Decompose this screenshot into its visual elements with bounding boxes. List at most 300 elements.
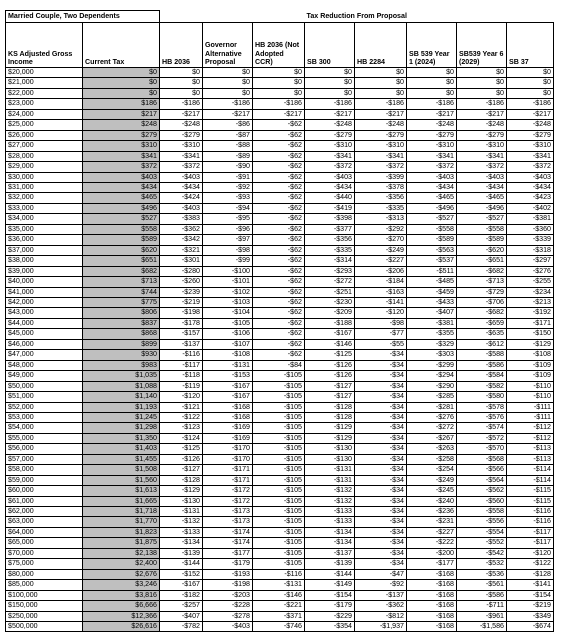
table-row <box>6 277 554 287</box>
current-tax-cell: $1,245 <box>83 412 160 422</box>
reduction-cell: -$341 <box>355 151 407 161</box>
reduction-cell: -$403 <box>160 203 203 213</box>
reduction-cell: -$152 <box>160 569 203 579</box>
reduction-cell: -$129 <box>305 433 355 443</box>
table-row <box>6 601 554 611</box>
current-tax-cell: $465 <box>83 193 160 203</box>
table-row <box>6 141 554 151</box>
reduction-cell: $0 <box>355 78 407 88</box>
reduction-cell: $0 <box>407 68 457 78</box>
income-cell: $26,000 <box>6 130 83 140</box>
income-cell: $27,000 <box>6 141 83 151</box>
reduction-cell: -$168 <box>407 611 457 621</box>
reduction-cell: -$580 <box>457 392 507 402</box>
reduction-cell: -$129 <box>507 339 554 349</box>
reduction-cell: -$150 <box>507 329 554 339</box>
reduction-cell: -$34 <box>355 486 407 496</box>
income-cell: $36,000 <box>6 235 83 245</box>
reduction-cell: -$34 <box>355 392 407 402</box>
table-row <box>6 99 554 109</box>
income-cell: $42,000 <box>6 297 83 307</box>
reduction-cell: -$303 <box>407 350 457 360</box>
reduction-cell: -$310 <box>507 141 554 151</box>
table-row <box>6 329 554 339</box>
group-header: Tax Reduction From Proposal <box>160 11 554 23</box>
table-row <box>6 297 554 307</box>
reduction-cell: -$122 <box>507 559 554 569</box>
reduction-cell: -$125 <box>305 350 355 360</box>
table-row <box>6 224 554 234</box>
income-cell: $60,000 <box>6 486 83 496</box>
reduction-cell: -$360 <box>507 224 554 234</box>
reduction-cell: -$171 <box>203 465 253 475</box>
reduction-cell: -$62 <box>253 120 305 130</box>
reduction-cell: -$558 <box>457 507 507 517</box>
reduction-cell: -$568 <box>457 454 507 464</box>
reduction-cell: -$403 <box>305 172 355 182</box>
reduction-cell: -$586 <box>457 590 507 600</box>
reduction-cell: -$120 <box>507 548 554 558</box>
current-tax-cell: $248 <box>83 120 160 130</box>
income-cell: $85,000 <box>6 580 83 590</box>
current-tax-cell: $1,823 <box>83 527 160 537</box>
reduction-cell: -$111 <box>507 412 554 422</box>
reduction-cell: $0 <box>457 78 507 88</box>
reduction-cell: -$62 <box>253 245 305 255</box>
income-cell: $38,000 <box>6 256 83 266</box>
reduction-cell: -$168 <box>407 580 457 590</box>
reduction-cell: -$372 <box>407 162 457 172</box>
reduction-cell: -$578 <box>457 402 507 412</box>
reduction-cell: $0 <box>203 68 253 78</box>
reduction-cell: -$1,586 <box>457 622 507 632</box>
reduction-cell: -$257 <box>160 601 203 611</box>
income-cell: $53,000 <box>6 412 83 422</box>
reduction-cell: -$62 <box>253 193 305 203</box>
income-cell: $22,000 <box>6 88 83 98</box>
reduction-cell: -$146 <box>305 339 355 349</box>
reduction-cell: -$402 <box>507 203 554 213</box>
reduction-cell: -$294 <box>407 371 457 381</box>
reduction-cell: -$177 <box>203 548 253 558</box>
reduction-cell: $0 <box>507 78 554 88</box>
reduction-cell: -$128 <box>305 402 355 412</box>
reduction-cell: -$612 <box>457 339 507 349</box>
current-tax-cell: $1,088 <box>83 381 160 391</box>
reduction-cell: -$105 <box>253 496 305 506</box>
reduction-cell: -$398 <box>305 214 355 224</box>
table-row <box>6 203 554 213</box>
reduction-cell: -$34 <box>355 371 407 381</box>
reduction-cell: -$290 <box>407 381 457 391</box>
income-cell: $50,000 <box>6 381 83 391</box>
reduction-cell: -$125 <box>160 444 203 454</box>
reduction-cell: -$254 <box>407 465 457 475</box>
table-row <box>6 507 554 517</box>
income-cell: $64,000 <box>6 527 83 537</box>
reduction-cell: -$335 <box>355 203 407 213</box>
reduction-cell: -$203 <box>203 590 253 600</box>
table-row <box>6 151 554 161</box>
current-tax-cell: $1,140 <box>83 392 160 402</box>
income-cell: $28,000 <box>6 151 83 161</box>
reduction-cell: -$127 <box>305 381 355 391</box>
reduction-cell: -$108 <box>203 350 253 360</box>
income-cell: $56,000 <box>6 444 83 454</box>
reduction-cell: -$115 <box>507 496 554 506</box>
reduction-cell: -$582 <box>457 381 507 391</box>
reduction-cell: -$131 <box>305 475 355 485</box>
current-tax-cell: $1,193 <box>83 402 160 412</box>
table-row <box>6 172 554 182</box>
reduction-cell: -$570 <box>457 444 507 454</box>
reduction-cell: -$812 <box>355 611 407 621</box>
reduction-cell: -$105 <box>253 454 305 464</box>
reduction-cell: -$62 <box>253 130 305 140</box>
table-row <box>6 308 554 318</box>
income-cell: $32,000 <box>6 193 83 203</box>
reduction-cell: -$249 <box>407 475 457 485</box>
reduction-cell: -$114 <box>507 465 554 475</box>
reduction-cell: -$399 <box>355 172 407 182</box>
reduction-cell: -$293 <box>305 266 355 276</box>
reduction-cell: -$139 <box>160 548 203 558</box>
income-cell: $51,000 <box>6 392 83 402</box>
current-tax-cell: $279 <box>83 130 160 140</box>
reduction-cell: -$403 <box>457 172 507 182</box>
reduction-cell: -$278 <box>203 611 253 621</box>
reduction-cell: -$354 <box>305 622 355 632</box>
table-row <box>6 559 554 569</box>
reduction-cell: -$186 <box>305 99 355 109</box>
reduction-cell: -$459 <box>407 287 457 297</box>
reduction-cell: -$124 <box>160 433 203 443</box>
reduction-cell: -$126 <box>305 360 355 370</box>
reduction-cell: -$179 <box>203 559 253 569</box>
reduction-cell: -$178 <box>160 318 203 328</box>
reduction-cell: -$169 <box>203 433 253 443</box>
reduction-cell: -$267 <box>407 433 457 443</box>
income-cell: $29,000 <box>6 162 83 172</box>
reduction-cell: -$132 <box>160 517 203 527</box>
reduction-cell: -$113 <box>507 454 554 464</box>
reduction-cell: -$170 <box>203 444 253 454</box>
reduction-cell: -$105 <box>253 527 305 537</box>
reduction-cell: -$96 <box>203 224 253 234</box>
reduction-cell: -$108 <box>507 350 554 360</box>
reduction-cell: -$248 <box>160 120 203 130</box>
reduction-cell: -$251 <box>305 287 355 297</box>
reduction-cell: -$186 <box>160 99 203 109</box>
reduction-cell: -$746 <box>253 622 305 632</box>
reduction-cell: -$154 <box>305 590 355 600</box>
reduction-cell: -$105 <box>253 475 305 485</box>
reduction-cell: -$34 <box>355 559 407 569</box>
col-header-sb539-y1: SB 539 Year 1 (2024) <box>407 23 457 68</box>
current-tax-cell: $558 <box>83 224 160 234</box>
current-tax-cell: $1,350 <box>83 433 160 443</box>
reduction-cell: -$168 <box>407 601 457 611</box>
reduction-cell: -$228 <box>203 601 253 611</box>
reduction-cell: -$217 <box>355 109 407 119</box>
reduction-cell: -$674 <box>507 622 554 632</box>
table-row <box>6 287 554 297</box>
reduction-cell: -$98 <box>203 245 253 255</box>
reduction-cell: -$104 <box>203 308 253 318</box>
reduction-cell: -$285 <box>407 392 457 402</box>
reduction-cell: -$167 <box>305 329 355 339</box>
reduction-cell: -$168 <box>203 412 253 422</box>
reduction-cell: -$713 <box>457 277 507 287</box>
current-tax-cell: $1,508 <box>83 465 160 475</box>
table-row <box>6 193 554 203</box>
col-header-governor: Governor Alternative Proposal <box>203 23 253 68</box>
reduction-cell: -$62 <box>253 235 305 245</box>
reduction-cell: -$62 <box>253 224 305 234</box>
reduction-cell: -$249 <box>355 245 407 255</box>
reduction-cell: -$106 <box>203 329 253 339</box>
reduction-cell: -$217 <box>160 109 203 119</box>
reduction-cell: -$137 <box>305 548 355 558</box>
col-header-sb300: SB 300 <box>305 23 355 68</box>
reduction-cell: -$62 <box>253 318 305 328</box>
reduction-cell: -$116 <box>253 569 305 579</box>
current-tax-cell: $868 <box>83 329 160 339</box>
reduction-cell: -$200 <box>407 548 457 558</box>
reduction-cell: -$234 <box>507 287 554 297</box>
current-tax-cell: $1,875 <box>83 538 160 548</box>
reduction-cell: -$198 <box>160 308 203 318</box>
reduction-cell: -$279 <box>507 130 554 140</box>
table-row <box>6 496 554 506</box>
reduction-cell: -$182 <box>160 590 203 600</box>
table-row <box>6 235 554 245</box>
reduction-cell: -$229 <box>305 611 355 621</box>
current-tax-cell: $3,246 <box>83 580 160 590</box>
reduction-cell: -$227 <box>355 256 407 266</box>
table-row <box>6 465 554 475</box>
reduction-cell: -$171 <box>203 475 253 485</box>
reduction-cell: -$310 <box>305 141 355 151</box>
reduction-cell: $0 <box>407 88 457 98</box>
reduction-cell: -$342 <box>160 235 203 245</box>
reduction-cell: -$362 <box>355 601 407 611</box>
table-row <box>6 412 554 422</box>
income-cell: $58,000 <box>6 465 83 475</box>
table-row <box>6 109 554 119</box>
reduction-cell: -$341 <box>407 151 457 161</box>
table-row <box>6 517 554 527</box>
reduction-cell: -$279 <box>305 130 355 140</box>
reduction-cell: -$240 <box>407 496 457 506</box>
reduction-cell: -$134 <box>305 527 355 537</box>
reduction-cell: -$121 <box>160 402 203 412</box>
reduction-cell: -$98 <box>355 318 407 328</box>
reduction-cell: -$132 <box>305 486 355 496</box>
table-row <box>6 256 554 266</box>
reduction-cell: $0 <box>407 78 457 88</box>
reduction-cell: -$231 <box>407 517 457 527</box>
current-tax-cell: $26,616 <box>83 622 160 632</box>
reduction-cell: -$961 <box>457 611 507 621</box>
income-cell: $43,000 <box>6 308 83 318</box>
reduction-cell: -$221 <box>253 601 305 611</box>
reduction-cell: -$34 <box>355 360 407 370</box>
reduction-cell: -$120 <box>160 392 203 402</box>
reduction-cell: -$465 <box>457 193 507 203</box>
reduction-cell: -$356 <box>305 235 355 245</box>
table-row <box>6 548 554 558</box>
reduction-cell: -$276 <box>407 412 457 422</box>
reduction-cell: -$589 <box>457 235 507 245</box>
reduction-cell: -$34 <box>355 517 407 527</box>
reduction-cell: -$114 <box>507 475 554 485</box>
reduction-cell: -$92 <box>355 580 407 590</box>
col-header-current-tax: Current Tax <box>83 23 160 68</box>
current-tax-cell: $930 <box>83 350 160 360</box>
reduction-cell: -$217 <box>203 109 253 119</box>
current-tax-cell: $527 <box>83 214 160 224</box>
reduction-cell: -$434 <box>305 182 355 192</box>
reduction-cell: -$34 <box>355 454 407 464</box>
current-tax-cell: $620 <box>83 245 160 255</box>
reduction-cell: -$564 <box>457 475 507 485</box>
reduction-cell: -$144 <box>305 569 355 579</box>
reduction-cell: -$128 <box>160 475 203 485</box>
reduction-cell: -$128 <box>305 412 355 422</box>
reduction-cell: -$34 <box>355 527 407 537</box>
reduction-cell: -$341 <box>457 151 507 161</box>
income-cell: $54,000 <box>6 423 83 433</box>
col-header-hb2036-ccr: HB 2036 (Not Adopted CCR) <box>253 23 305 68</box>
income-cell: $80,000 <box>6 569 83 579</box>
reduction-cell: -$34 <box>355 507 407 517</box>
income-cell: $100,000 <box>6 590 83 600</box>
reduction-cell: -$102 <box>203 287 253 297</box>
income-cell: $250,000 <box>6 611 83 621</box>
reduction-cell: -$219 <box>160 297 203 307</box>
current-tax-cell: $0 <box>83 78 160 88</box>
reduction-cell: -$117 <box>160 360 203 370</box>
table-row <box>6 433 554 443</box>
current-tax-cell: $837 <box>83 318 160 328</box>
current-tax-cell: $899 <box>83 339 160 349</box>
reduction-cell: -$129 <box>305 423 355 433</box>
reduction-cell: -$560 <box>457 496 507 506</box>
reduction-cell: -$174 <box>203 538 253 548</box>
table-row <box>6 444 554 454</box>
reduction-cell: -$173 <box>203 517 253 527</box>
reduction-cell: -$186 <box>355 99 407 109</box>
reduction-cell: -$34 <box>355 444 407 454</box>
reduction-cell: -$383 <box>160 214 203 224</box>
reduction-cell: -$171 <box>507 318 554 328</box>
reduction-cell: -$563 <box>407 245 457 255</box>
reduction-cell: -$434 <box>457 182 507 192</box>
table-row <box>6 622 554 632</box>
reduction-cell: -$651 <box>457 256 507 266</box>
reduction-cell: -$167 <box>203 381 253 391</box>
income-cell: $41,000 <box>6 287 83 297</box>
table-row <box>6 454 554 464</box>
reduction-cell: -$126 <box>160 454 203 464</box>
table-row <box>6 381 554 391</box>
current-tax-cell: $3,816 <box>83 590 160 600</box>
table-row <box>6 245 554 255</box>
reduction-cell: -$62 <box>253 297 305 307</box>
reduction-cell: -$137 <box>355 590 407 600</box>
reduction-cell: $0 <box>355 68 407 78</box>
income-cell: $33,000 <box>6 203 83 213</box>
reduction-cell: -$131 <box>160 507 203 517</box>
reduction-cell: -$258 <box>407 454 457 464</box>
table-row <box>6 68 554 78</box>
reduction-cell: -$34 <box>355 412 407 422</box>
current-tax-cell: $1,718 <box>83 507 160 517</box>
reduction-cell: -$89 <box>203 151 253 161</box>
income-cell: $63,000 <box>6 517 83 527</box>
reduction-cell: -$280 <box>160 266 203 276</box>
reduction-cell: -$153 <box>203 371 253 381</box>
income-cell: $55,000 <box>6 433 83 443</box>
income-cell: $59,000 <box>6 475 83 485</box>
table-body <box>6 68 554 632</box>
reduction-cell: -$112 <box>507 423 554 433</box>
reduction-cell: -$310 <box>407 141 457 151</box>
reduction-cell: -$133 <box>160 527 203 537</box>
reduction-cell: -$123 <box>160 423 203 433</box>
reduction-cell: -$105 <box>253 412 305 422</box>
reduction-cell: -$270 <box>355 235 407 245</box>
reduction-cell: -$552 <box>457 538 507 548</box>
reduction-cell: -$217 <box>253 109 305 119</box>
reduction-cell: -$362 <box>160 224 203 234</box>
reduction-cell: -$248 <box>355 120 407 130</box>
reduction-cell: -$576 <box>457 412 507 422</box>
reduction-cell: -$372 <box>160 162 203 172</box>
reduction-cell: -$168 <box>407 590 457 600</box>
reduction-cell: -$92 <box>203 182 253 192</box>
reduction-cell: -$126 <box>305 371 355 381</box>
current-tax-cell: $217 <box>83 109 160 119</box>
reduction-cell: -$371 <box>253 611 305 621</box>
reduction-cell: -$122 <box>160 412 203 422</box>
reduction-cell: -$105 <box>253 507 305 517</box>
reduction-cell: -$433 <box>407 297 457 307</box>
reduction-cell: -$144 <box>160 559 203 569</box>
reduction-cell: -$141 <box>355 297 407 307</box>
table-row <box>6 590 554 600</box>
reduction-cell: -$99 <box>203 256 253 266</box>
reduction-cell: -$248 <box>457 120 507 130</box>
income-cell: $39,000 <box>6 266 83 276</box>
reduction-cell: -$130 <box>305 444 355 454</box>
reduction-cell: -$133 <box>305 517 355 527</box>
income-cell: $150,000 <box>6 601 83 611</box>
reduction-cell: -$248 <box>407 120 457 130</box>
reduction-cell: -$782 <box>160 622 203 632</box>
reduction-cell: -$105 <box>253 381 305 391</box>
reduction-cell: -$217 <box>305 109 355 119</box>
reduction-cell: $0 <box>160 68 203 78</box>
reduction-cell: -$116 <box>507 507 554 517</box>
income-cell: $45,000 <box>6 329 83 339</box>
reduction-cell: -$34 <box>355 538 407 548</box>
table-row <box>6 580 554 590</box>
reduction-cell: $0 <box>507 88 554 98</box>
reduction-cell: -$132 <box>305 496 355 506</box>
reduction-cell: -$90 <box>203 162 253 172</box>
